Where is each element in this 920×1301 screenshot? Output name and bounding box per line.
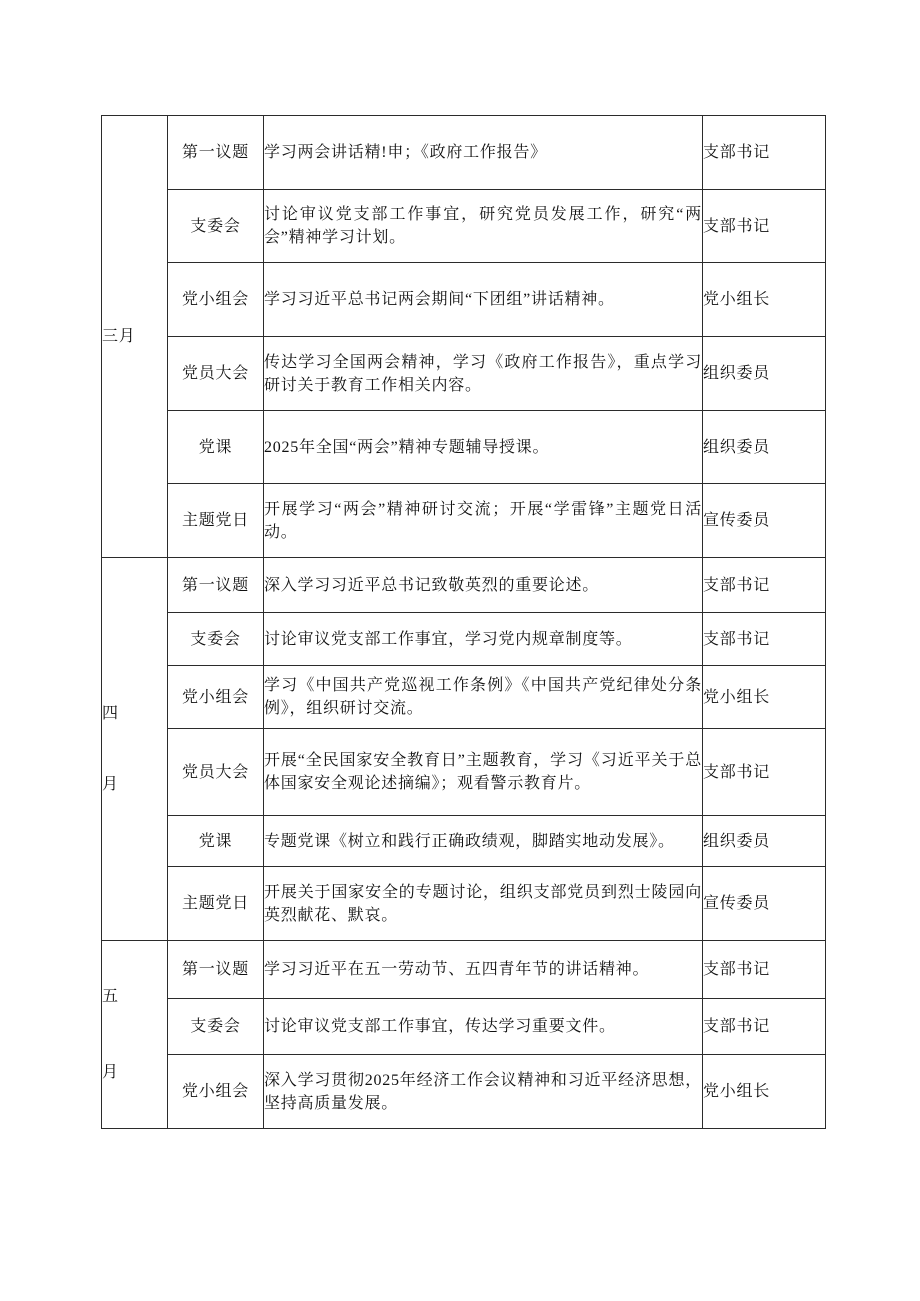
month-label: 四: [102, 704, 119, 722]
table-row: [102, 729, 826, 816]
table-row: [102, 613, 826, 666]
table-row: [102, 666, 826, 729]
content-cell: 传达学习全国两会精神，学习《政府工作报告》，重点学习研讨关于教育工作相关内容。: [264, 337, 703, 411]
owner-cell: 宣传委员: [703, 867, 826, 941]
owner-cell: 支部书记: [703, 613, 826, 666]
month-label: 月: [102, 1063, 119, 1081]
content-cell: 深入学习习近平总书记致敬英烈的重要论述。: [264, 558, 703, 613]
month-cell-may: [102, 941, 168, 1129]
owner-cell: 支部书记: [703, 941, 826, 999]
meeting-type-cell: 党课: [168, 411, 264, 484]
meeting-type-cell: 第一议题: [168, 116, 264, 190]
content-cell: 开展学习“两会”精神研讨交流；开展“学雷锋”主题党日活动。: [264, 484, 703, 558]
content-cell: 学习习近平在五一劳动节、五四青年节的讲话精神。: [264, 941, 703, 999]
month-cell-april: [102, 558, 168, 941]
owner-cell: 支部书记: [703, 999, 826, 1055]
meeting-type-cell: 党课: [168, 816, 264, 867]
meeting-type-cell: 党员大会: [168, 337, 264, 411]
content-cell: 开展“全民国家安全教育日”主题教育，学习《习近平关于总体国家安全观论述摘编》；观看警示教育片。: [264, 729, 703, 816]
table-row: [102, 337, 826, 411]
owner-cell: 组织委员: [703, 337, 826, 411]
content-cell: 学习《中国共产党巡视工作条例》《中国共产党纪律处分条例》，组织研讨交流。: [264, 666, 703, 729]
work-plan-table: [101, 115, 826, 1129]
owner-cell: 党小组长: [703, 1055, 826, 1129]
meeting-type-cell: 主题党日: [168, 484, 264, 558]
owner-cell: 宣传委员: [703, 484, 826, 558]
table-row: [102, 190, 826, 263]
month-label: 三月: [102, 327, 136, 345]
content-cell: 开展关于国家安全的专题讨论，组织支部党员到烈士陵园向英烈献花、默哀。: [264, 867, 703, 941]
meeting-type-cell: 党员大会: [168, 729, 264, 816]
owner-cell: 组织委员: [703, 411, 826, 484]
owner-cell: 组织委员: [703, 816, 826, 867]
table-row: [102, 411, 826, 484]
content-cell: 深入学习贯彻2025年经济工作会议精神和习近平经济思想，坚持高质量发展。: [264, 1055, 703, 1129]
table-row: [102, 484, 826, 558]
content-cell: 学习习近平总书记两会期间“下团组”讲话精神。: [264, 263, 703, 337]
month-label: 月: [102, 775, 119, 793]
meeting-type-cell: 第一议题: [168, 558, 264, 613]
meeting-type-cell: 主题党日: [168, 867, 264, 941]
content-cell: 2025年全国“两会”精神专题辅导授课。: [264, 411, 703, 484]
content-cell: 专题党课《树立和践行正确政绩观，脚踏实地动发展》。: [264, 816, 703, 867]
meeting-type-cell: 支委会: [168, 999, 264, 1055]
meeting-type-cell: 党小组会: [168, 1055, 264, 1129]
content-cell: 讨论审议党支部工作事宜，学习党内规章制度等。: [264, 613, 703, 666]
content-cell: 学习两会讲话精!申；《政府工作报告》: [264, 116, 703, 190]
table-row: [102, 999, 826, 1055]
month-label: 五: [102, 987, 119, 1005]
table-row: [102, 263, 826, 337]
owner-cell: 党小组长: [703, 263, 826, 337]
content-cell: 讨论审议党支部工作事宜，研究党员发展工作，研究“两会”精神学习计划。: [264, 190, 703, 263]
owner-cell: 支部书记: [703, 558, 826, 613]
meeting-type-cell: 支委会: [168, 613, 264, 666]
month-cell-march: [102, 116, 168, 558]
owner-cell: 支部书记: [703, 190, 826, 263]
content-cell: 讨论审议党支部工作事宜，传达学习重要文件。: [264, 999, 703, 1055]
table-row: [102, 941, 826, 999]
table-row: [102, 816, 826, 867]
meeting-type-cell: 党小组会: [168, 666, 264, 729]
table-row: [102, 867, 826, 941]
table-row: [102, 116, 826, 190]
meeting-type-cell: 支委会: [168, 190, 264, 263]
owner-cell: 党小组长: [703, 666, 826, 729]
table-row: [102, 558, 826, 613]
table-row: [102, 1055, 826, 1129]
meeting-type-cell: 第一议题: [168, 941, 264, 999]
owner-cell: 支部书记: [703, 116, 826, 190]
owner-cell: 支部书记: [703, 729, 826, 816]
meeting-type-cell: 党小组会: [168, 263, 264, 337]
